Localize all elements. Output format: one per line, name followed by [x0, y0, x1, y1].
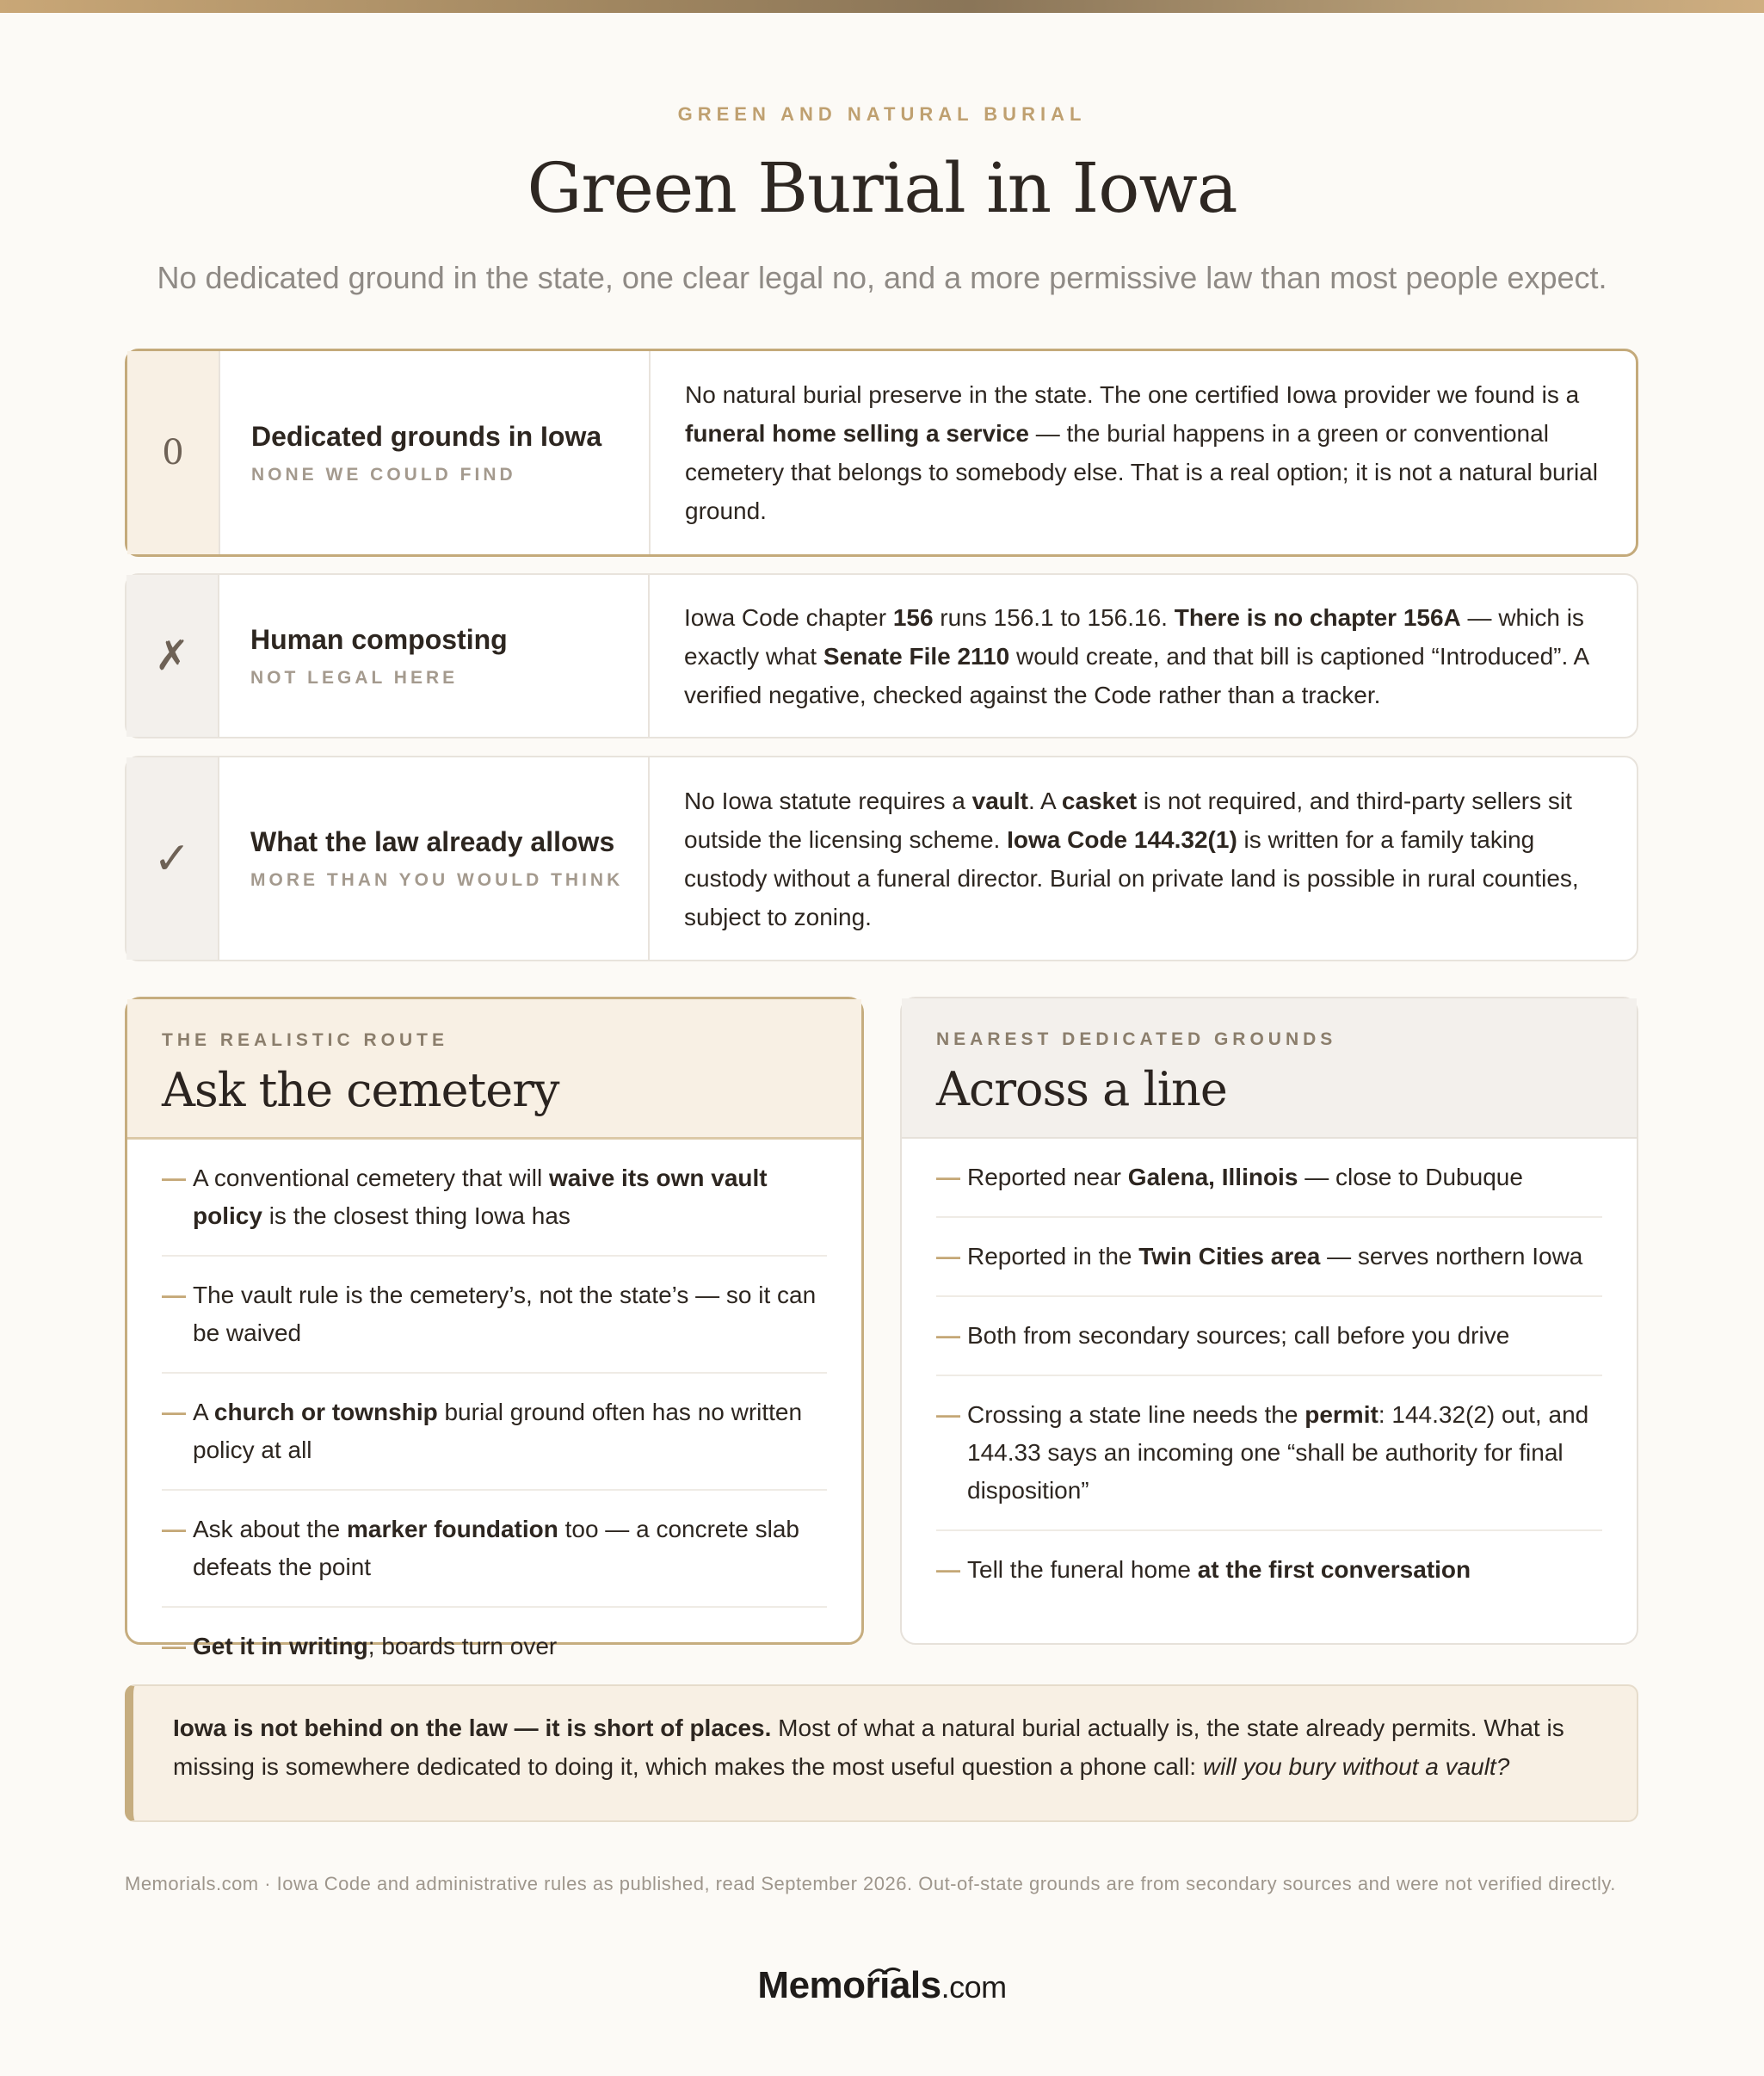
fact-row-dedicated-grounds — [125, 349, 1638, 557]
fact-row-header — [219, 757, 650, 960]
dash-bullet: — — [162, 1165, 186, 1191]
dash-bullet: — — [162, 1633, 186, 1659]
fact-row-law-allows — [125, 756, 1638, 961]
emphasis-bold: casket — [1061, 787, 1138, 814]
fact-row-text: No Iowa statute requires a vault. A casket is not required, and third-party sellers sit outside the licensing scheme. Iowa Code 144.32(1) is written for a family taking custody without a funeral director. Burial on private land is possible in rural counties, subject to zoning. — [684, 787, 1579, 930]
cross-icon: ✗ — [126, 575, 219, 737]
emphasis-bold: vault — [971, 787, 1028, 814]
fact-row-header — [220, 351, 651, 554]
emphasis-italic: will you bury without a vault? — [1202, 1753, 1510, 1780]
list-item: — Ask about the marker foundation too — a concrete slab defeats the point — [162, 1491, 827, 1608]
list-item: — Reported near Galena, Illinois — close to Dubuque — [936, 1139, 1602, 1218]
list-item: — Both from secondary sources; call before you drive — [936, 1297, 1602, 1376]
fact-row-text: Iowa Code chapter 156 runs 156.1 to 156.16. There is no chapter 156A — which is exactly what Senate File 2110 would create, and that bill is captioned “Introduced”. A verified negative, checked against the Code rather than a tracker. — [684, 603, 1588, 708]
page-eyebrow: GREEN AND NATURAL BURIAL — [677, 103, 1087, 125]
dash-bullet: — — [936, 1164, 960, 1190]
emphasis-bold: funeral home selling a service — [685, 420, 1029, 447]
fact-row-text: No natural burial preserve in the state. The one certified Iowa provider we found is a funeral home selling a service — the burial happens in a green or conventional cemetery that belongs to somebody else. That is a real option; it is not a natural burial ground. — [685, 381, 1598, 524]
fact-row-subheading: NOT LEGAL HERE — [250, 667, 459, 688]
panel-list — [127, 1140, 861, 1685]
emphasis-bold: Galena, Illinois — [1127, 1164, 1298, 1190]
page-subtitle: No dedicated ground in the state, one clear legal no, and a more permissive law than most people expect. — [157, 260, 1607, 295]
fact-row-human-composting — [125, 573, 1638, 738]
source-footnote: Memorials.com · Iowa Code and administrative rules as published, read September 2026. Out-of-state grounds are from secondary sources and were not verified directly. — [125, 1873, 1616, 1894]
dash-bullet: — — [162, 1282, 186, 1308]
fact-row-body — [651, 351, 1636, 554]
fact-row-heading: Dedicated grounds in Iowa — [251, 420, 602, 452]
check-icon: ✓ — [126, 757, 219, 960]
fact-row-body — [650, 575, 1637, 737]
callout-text: Iowa is not behind on the law — it is short of places. Most of what a natural burial actually is, the state already permits. What is missing is somewhere dedicated to doing it, which makes the most useful question a phone call: will you bury without a vault? — [173, 1715, 1564, 1780]
dash-bullet: — — [162, 1399, 186, 1425]
list-item: — A conventional cemetery that will waive its own vault policy is the closest thing Iowa has — [162, 1140, 827, 1257]
list-item: — Crossing a state line needs the permit: 144.32(2) out, and 144.33 says an incoming one “shall be authority for final disposition” — [936, 1376, 1602, 1531]
fact-row-subheading: MORE THAN YOU WOULD THINK — [250, 870, 624, 890]
list-item: — A church or township burial ground often has no written policy at all — [162, 1374, 827, 1491]
fact-row-body — [650, 757, 1637, 960]
panel-eyebrow: THE REALISTIC ROUTE — [162, 1030, 449, 1050]
emphasis-bold: at the first conversation — [1197, 1556, 1471, 1583]
emphasis-bold: There is no chapter 156A — [1174, 603, 1461, 631]
emphasis-bold: Iowa Code 144.32(1) — [1007, 825, 1237, 853]
page-title: Green Burial in Iowa — [527, 148, 1237, 228]
dash-bullet: — — [936, 1401, 960, 1428]
emphasis-bold: Senate File 2110 — [823, 642, 1010, 670]
logo-domain: .com — [941, 1969, 1007, 2005]
panel-list — [902, 1139, 1637, 1609]
emphasis-bold: waive its own vault policy — [193, 1165, 768, 1229]
realistic-route-panel — [125, 997, 864, 1659]
emphasis-bold: marker foundation — [347, 1516, 558, 1542]
fact-row-subheading: NONE WE COULD FIND — [251, 464, 516, 485]
summary-callout — [125, 1684, 1638, 1822]
list-item: — Get it in writing; boards turn over — [162, 1608, 827, 1685]
fact-row-header — [219, 575, 650, 737]
list-item: — The vault rule is the cemetery’s, not the state’s — so it can be waived — [162, 1257, 827, 1374]
dash-bullet: — — [936, 1322, 960, 1349]
emphasis-bold: Iowa is not behind on the law — it is short of places. — [173, 1715, 772, 1741]
panel-title: Across a line — [936, 1062, 1227, 1116]
dash-bullet: — — [936, 1243, 960, 1270]
list-item: — Tell the funeral home at the first conversation — [936, 1531, 1602, 1609]
bird-logo-icon — [867, 1964, 902, 1980]
list-item: — Reported in the Twin Cities area — serves northern Iowa — [936, 1218, 1602, 1297]
top-accent-bar — [0, 0, 1764, 13]
fact-row-heading: Human composting — [250, 623, 508, 655]
emphasis-bold: 156 — [892, 603, 934, 631]
emphasis-bold: Get it in writing — [193, 1633, 368, 1659]
zero-icon: 0 — [127, 351, 220, 554]
fact-row-heading: What the law already allows — [250, 826, 615, 857]
panel-eyebrow: NEAREST DEDICATED GROUNDS — [936, 1029, 1337, 1049]
dash-bullet: — — [936, 1556, 960, 1583]
emphasis-bold: church or township — [213, 1399, 438, 1425]
nearest-grounds-panel — [900, 997, 1638, 1645]
panel-title: Ask the cemetery — [162, 1063, 559, 1117]
emphasis-bold: Twin Cities area — [1138, 1243, 1321, 1270]
panel-header — [127, 999, 861, 1140]
panel-header — [902, 998, 1637, 1139]
dash-bullet: — — [162, 1516, 186, 1542]
emphasis-bold: permit — [1304, 1401, 1379, 1428]
logo-wordmark: Memorials — [757, 1964, 941, 2006]
